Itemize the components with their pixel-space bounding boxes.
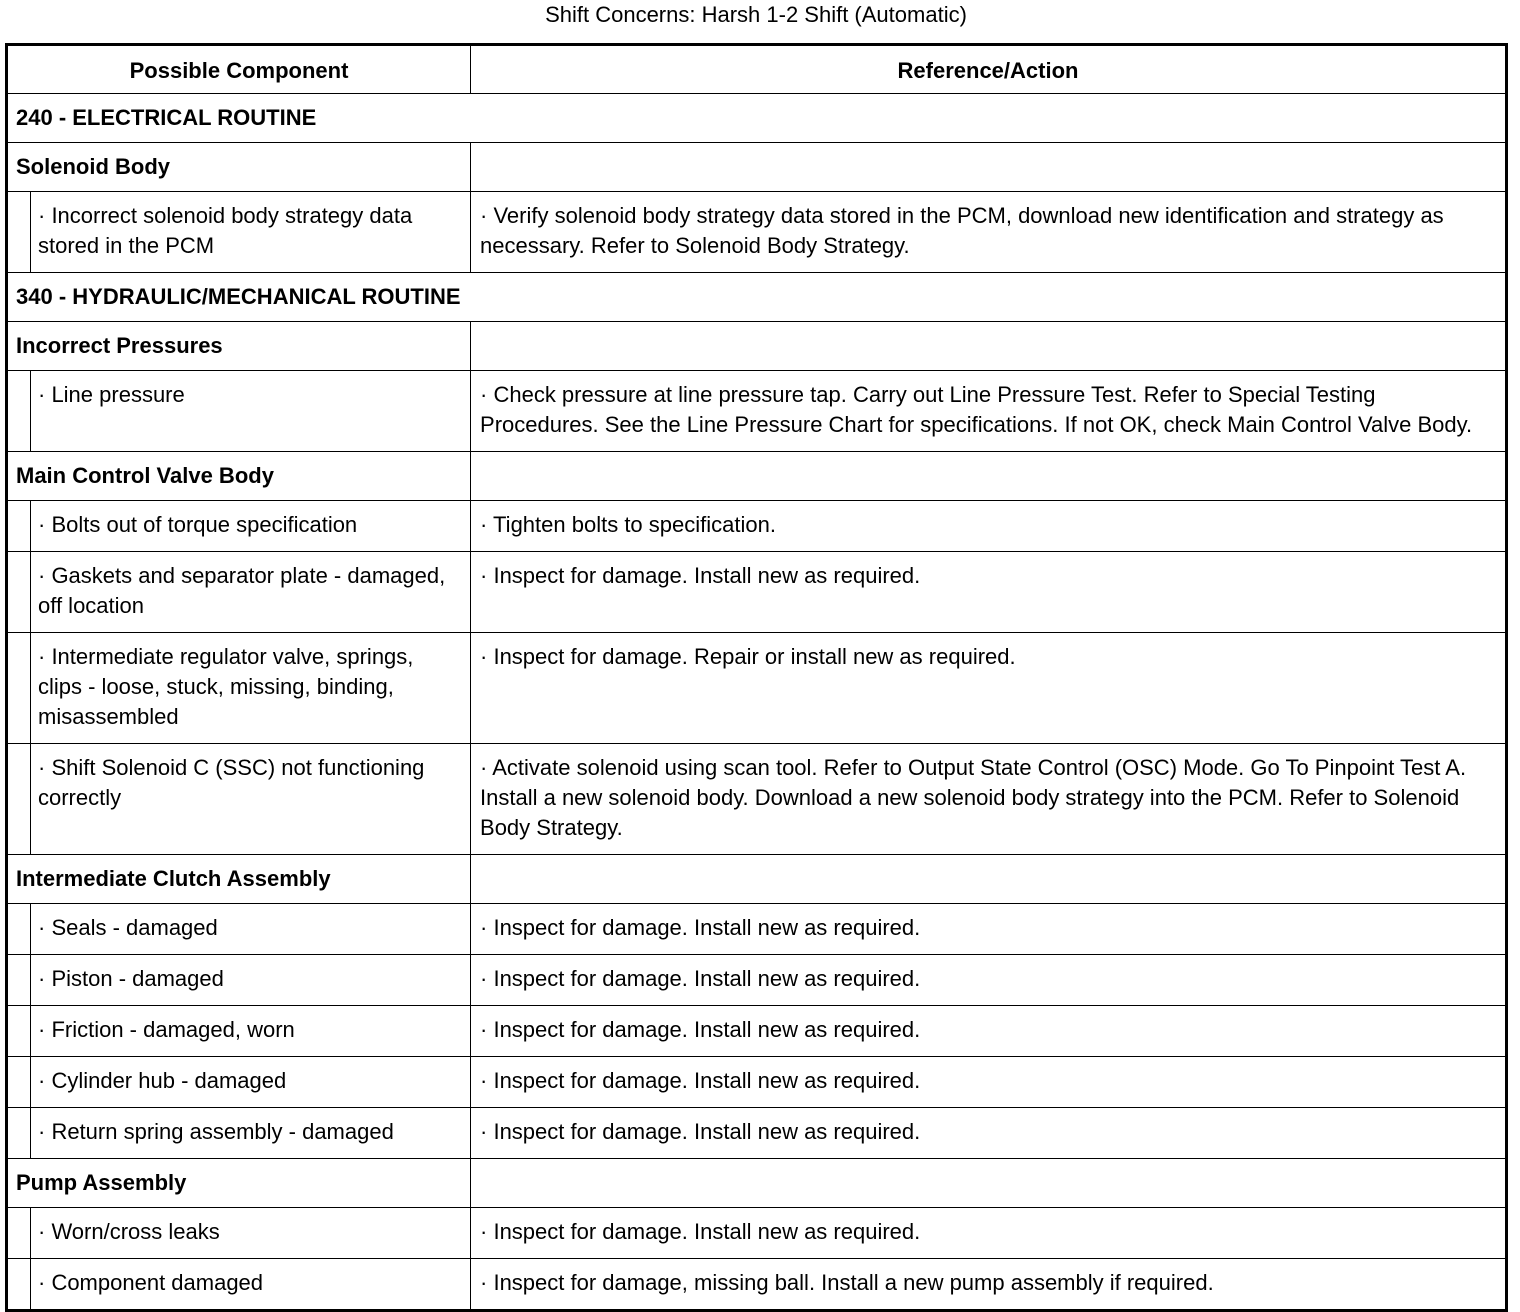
table-row: [7, 1208, 1507, 1259]
component-cell: · Gaskets and separator plate - damaged, off location: [31, 552, 471, 633]
indent-spacer: [7, 904, 31, 955]
group-row: [7, 322, 1507, 371]
indent-spacer: [7, 1208, 31, 1259]
component-cell: · Friction - damaged, worn: [31, 1006, 471, 1057]
action-cell: · Activate solenoid using scan tool. Refer to Output State Control (OSC) Mode. Go To Pinpoint Test A. Install a new solenoid body. Download a new solenoid body strategy into the PCM. Refer to Solenoid Body Strategy.: [471, 744, 1507, 855]
component-cell: · Component damaged: [31, 1259, 471, 1311]
group-name: Main Control Valve Body: [7, 452, 471, 501]
indent-spacer: [7, 633, 31, 744]
group-name: Incorrect Pressures: [7, 322, 471, 371]
action-cell: · Inspect for damage, missing ball. Install a new pump assembly if required.: [471, 1259, 1507, 1311]
indent-spacer: [7, 1259, 31, 1311]
table-row: [7, 633, 1507, 744]
table-header-row: [7, 45, 1507, 94]
group-action-empty: [471, 143, 1507, 192]
table-row: [7, 744, 1507, 855]
group-action-empty: [471, 1159, 1507, 1208]
group-row: [7, 855, 1507, 904]
action-cell: · Inspect for damage. Install new as required.: [471, 552, 1507, 633]
table-row: [7, 1108, 1507, 1159]
component-cell: · Cylinder hub - damaged: [31, 1057, 471, 1108]
group-name: Solenoid Body: [7, 143, 471, 192]
component-cell: · Piston - damaged: [31, 955, 471, 1006]
component-cell: · Line pressure: [31, 371, 471, 452]
table-row: [7, 955, 1507, 1006]
group-row: [7, 452, 1507, 501]
indent-spacer: [7, 371, 31, 452]
indent-spacer: [7, 1108, 31, 1159]
action-cell: · Inspect for damage. Install new as required.: [471, 955, 1507, 1006]
component-cell: · Return spring assembly - damaged: [31, 1108, 471, 1159]
indent-spacer: [7, 744, 31, 855]
indent-spacer: [7, 955, 31, 1006]
table-body: [7, 94, 1507, 1311]
table-row: [7, 192, 1507, 273]
component-cell: · Bolts out of torque specification: [31, 501, 471, 552]
group-action-empty: [471, 322, 1507, 371]
component-cell: · Intermediate regulator valve, springs, clips - loose, stuck, missing, binding, misassembled: [31, 633, 471, 744]
group-name: Pump Assembly: [7, 1159, 471, 1208]
column-header-action: Reference/Action: [471, 45, 1507, 94]
indent-spacer: [7, 552, 31, 633]
action-cell: · Inspect for damage. Install new as required.: [471, 1208, 1507, 1259]
table-row: [7, 371, 1507, 452]
action-cell: · Inspect for damage. Install new as required.: [471, 1057, 1507, 1108]
action-cell: · Inspect for damage. Install new as required.: [471, 1006, 1507, 1057]
action-cell: · Check pressure at line pressure tap. Carry out Line Pressure Test. Refer to Special Testing Procedures. See the Line Pressure Chart for specifications. If not OK, check Main Control Valve Body.: [471, 371, 1507, 452]
table-row: [7, 552, 1507, 633]
component-cell: · Seals - damaged: [31, 904, 471, 955]
page-title: Shift Concerns: Harsh 1-2 Shift (Automatic): [545, 2, 967, 27]
table-row: [7, 1057, 1507, 1108]
section-row: [7, 94, 1507, 143]
action-cell: · Inspect for damage. Repair or install new as required.: [471, 633, 1507, 744]
table-row: [7, 1006, 1507, 1057]
component-cell: · Shift Solenoid C (SSC) not functioning correctly: [31, 744, 471, 855]
component-cell: · Incorrect solenoid body strategy data stored in the PCM: [31, 192, 471, 273]
group-name: Intermediate Clutch Assembly: [7, 855, 471, 904]
action-cell: · Inspect for damage. Install new as required.: [471, 1108, 1507, 1159]
group-row: [7, 143, 1507, 192]
section-title: 240 - ELECTRICAL ROUTINE: [7, 94, 1507, 143]
group-action-empty: [471, 855, 1507, 904]
action-cell: · Inspect for damage. Install new as required.: [471, 904, 1507, 955]
action-cell: · Tighten bolts to specification.: [471, 501, 1507, 552]
indent-spacer: [7, 501, 31, 552]
indent-spacer: [7, 1006, 31, 1057]
column-header-component: Possible Component: [7, 45, 471, 94]
table-row: [7, 1259, 1507, 1311]
section-title: 340 - HYDRAULIC/MECHANICAL ROUTINE: [7, 273, 1507, 322]
indent-spacer: [7, 192, 31, 273]
group-row: [7, 1159, 1507, 1208]
table-row: [7, 501, 1507, 552]
component-cell: · Worn/cross leaks: [31, 1208, 471, 1259]
section-row: [7, 273, 1507, 322]
action-cell: · Verify solenoid body strategy data stored in the PCM, download new identification and strategy as necessary. Refer to Solenoid Body Strategy.: [471, 192, 1507, 273]
diagnosis-table: [5, 43, 1508, 1312]
group-action-empty: [471, 452, 1507, 501]
indent-spacer: [7, 1057, 31, 1108]
table-row: [7, 904, 1507, 955]
